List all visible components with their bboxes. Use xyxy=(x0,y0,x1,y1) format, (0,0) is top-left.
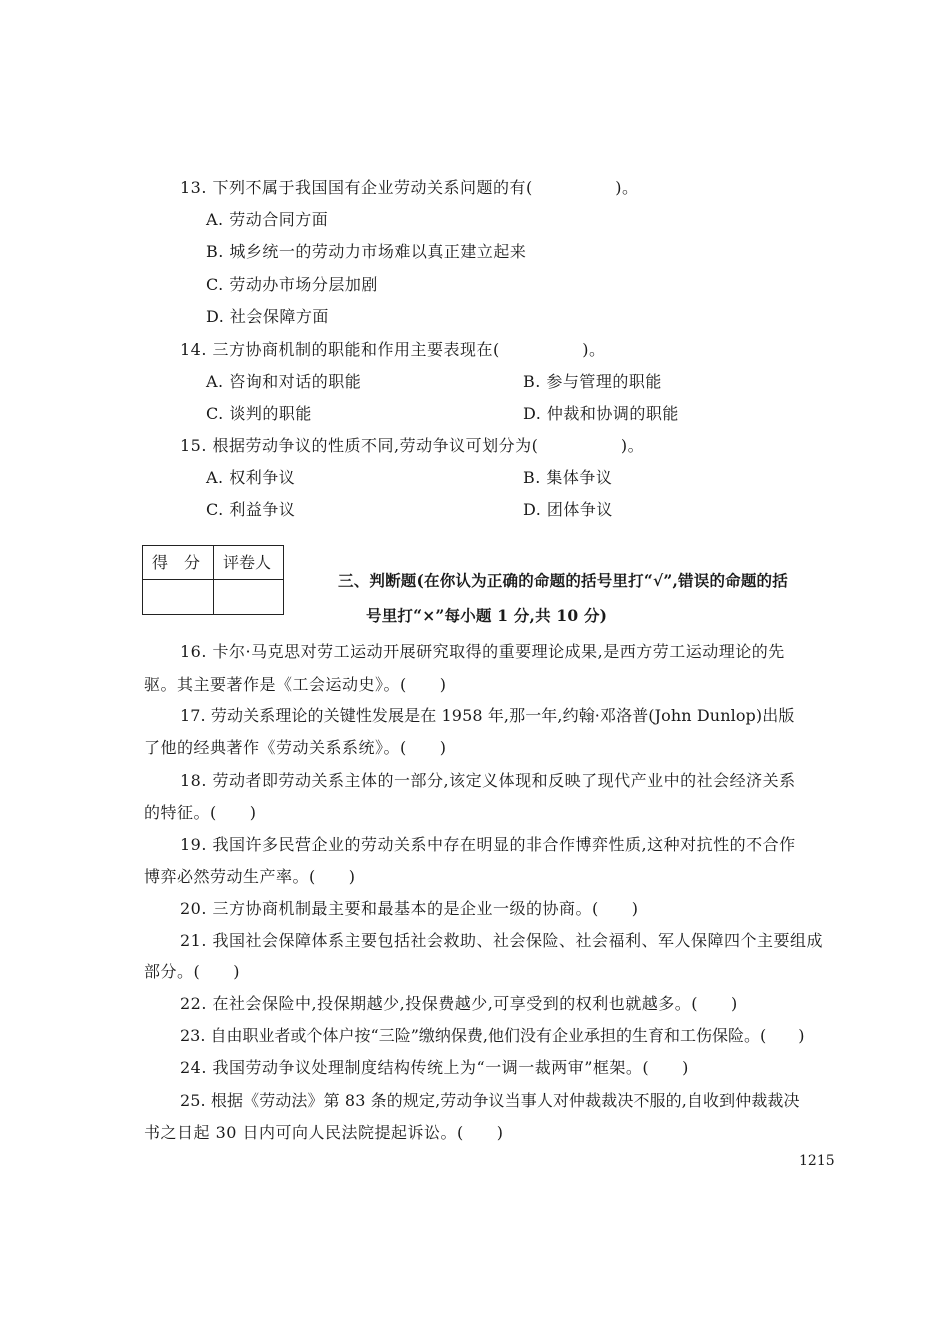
question-25-line-1: 25. 根据《劳动法》第 83 条的规定,劳动争议当事人对仲裁裁决不服的,自收到仲裁裁决 xyxy=(180,1091,800,1110)
question-22: 22. 在社会保险中,投保期越少,投保费越少,可享受到的权利也就越多。( ) xyxy=(180,994,738,1013)
question-21-line-2: 部分。( ) xyxy=(144,962,240,981)
question-25-line-2: 书之日起 30 日内可向人民法院提起诉讼。( ) xyxy=(144,1123,504,1142)
section-3-title-line-2: 号里打“×”每小题 1 分,共 10 分) xyxy=(366,606,608,625)
question-17-line-2: 了他的经典著作《劳动关系系统》。( ) xyxy=(144,738,447,757)
question-21-line-1: 21. 我国社会保障体系主要包括社会救助、社会保险、社会福利、军人保障四个主要组成 xyxy=(180,931,824,950)
question-18-line-2: 的特征。( ) xyxy=(144,803,257,822)
question-24: 24. 我国劳动争议处理制度结构传统上为“一调一裁两审”框架。( ) xyxy=(180,1058,689,1077)
table-divider-horizontal xyxy=(143,579,283,580)
score-label: 得 分 xyxy=(152,553,201,572)
question-14-option-d: D. 仲裁和协调的职能 xyxy=(523,404,679,423)
score-grader-table xyxy=(142,545,284,615)
question-13-option-d: D. 社会保障方面 xyxy=(206,307,329,326)
question-13-stem: 13. 下列不属于我国国有企业劳动关系问题的有( )。 xyxy=(180,178,639,197)
question-15-option-b: B. 集体争议 xyxy=(523,468,613,487)
question-23: 23. 自由职业者或个体户按“三险”缴纳保费,他们没有企业承担的生育和工伤保险。( ) xyxy=(180,1026,805,1045)
question-13-option-c: C. 劳动办市场分层加剧 xyxy=(206,275,378,294)
question-19-line-2: 博弈必然劳动生产率。( ) xyxy=(144,867,356,886)
section-3-title-line-1: 三、判断题(在你认为正确的命题的括号里打“√”,错误的命题的括 xyxy=(338,571,788,590)
question-14-stem: 14. 三方协商机制的职能和作用主要表现在( )。 xyxy=(180,340,606,359)
table-divider-vertical xyxy=(213,546,214,614)
question-15-option-c: C. 利益争议 xyxy=(206,500,296,519)
question-14-option-b: B. 参与管理的职能 xyxy=(523,372,662,391)
page-number: 1215 xyxy=(799,1153,835,1169)
question-16-line-1: 16. 卡尔·马克思对劳工运动开展研究取得的重要理论成果,是西方劳工运动理论的先 xyxy=(180,642,785,661)
question-13-option-b: B. 城乡统一的劳动力市场难以真正建立起来 xyxy=(206,242,527,261)
question-14-option-c: C. 谈判的职能 xyxy=(206,404,312,423)
question-18-line-1: 18. 劳动者即劳动关系主体的一部分,该定义体现和反映了现代产业中的社会经济关系 xyxy=(180,771,796,790)
question-19-line-1: 19. 我国许多民营企业的劳动关系中存在明显的非合作博弈性质,这种对抗性的不合作 xyxy=(180,835,796,854)
question-15-option-d: D. 团体争议 xyxy=(523,500,613,519)
grader-label: 评卷人 xyxy=(223,553,272,572)
question-15-option-a: A. 权利争议 xyxy=(206,468,296,487)
question-16-line-2: 驱。其主要著作是《工会运动史》。( ) xyxy=(144,675,447,694)
question-17-line-1: 17. 劳动关系理论的关键性发展是在 1958 年,那一年,约翰·邓洛普(John Dunlop)出版 xyxy=(180,706,795,725)
question-14-option-a: A. 咨询和对话的职能 xyxy=(206,372,362,391)
question-13-option-a: A. 劳动合同方面 xyxy=(206,210,329,229)
question-15-stem: 15. 根据劳动争议的性质不同,劳动争议可划分为( )。 xyxy=(180,436,645,455)
question-20: 20. 三方协商机制最主要和最基本的是企业一级的协商。( ) xyxy=(180,899,639,918)
